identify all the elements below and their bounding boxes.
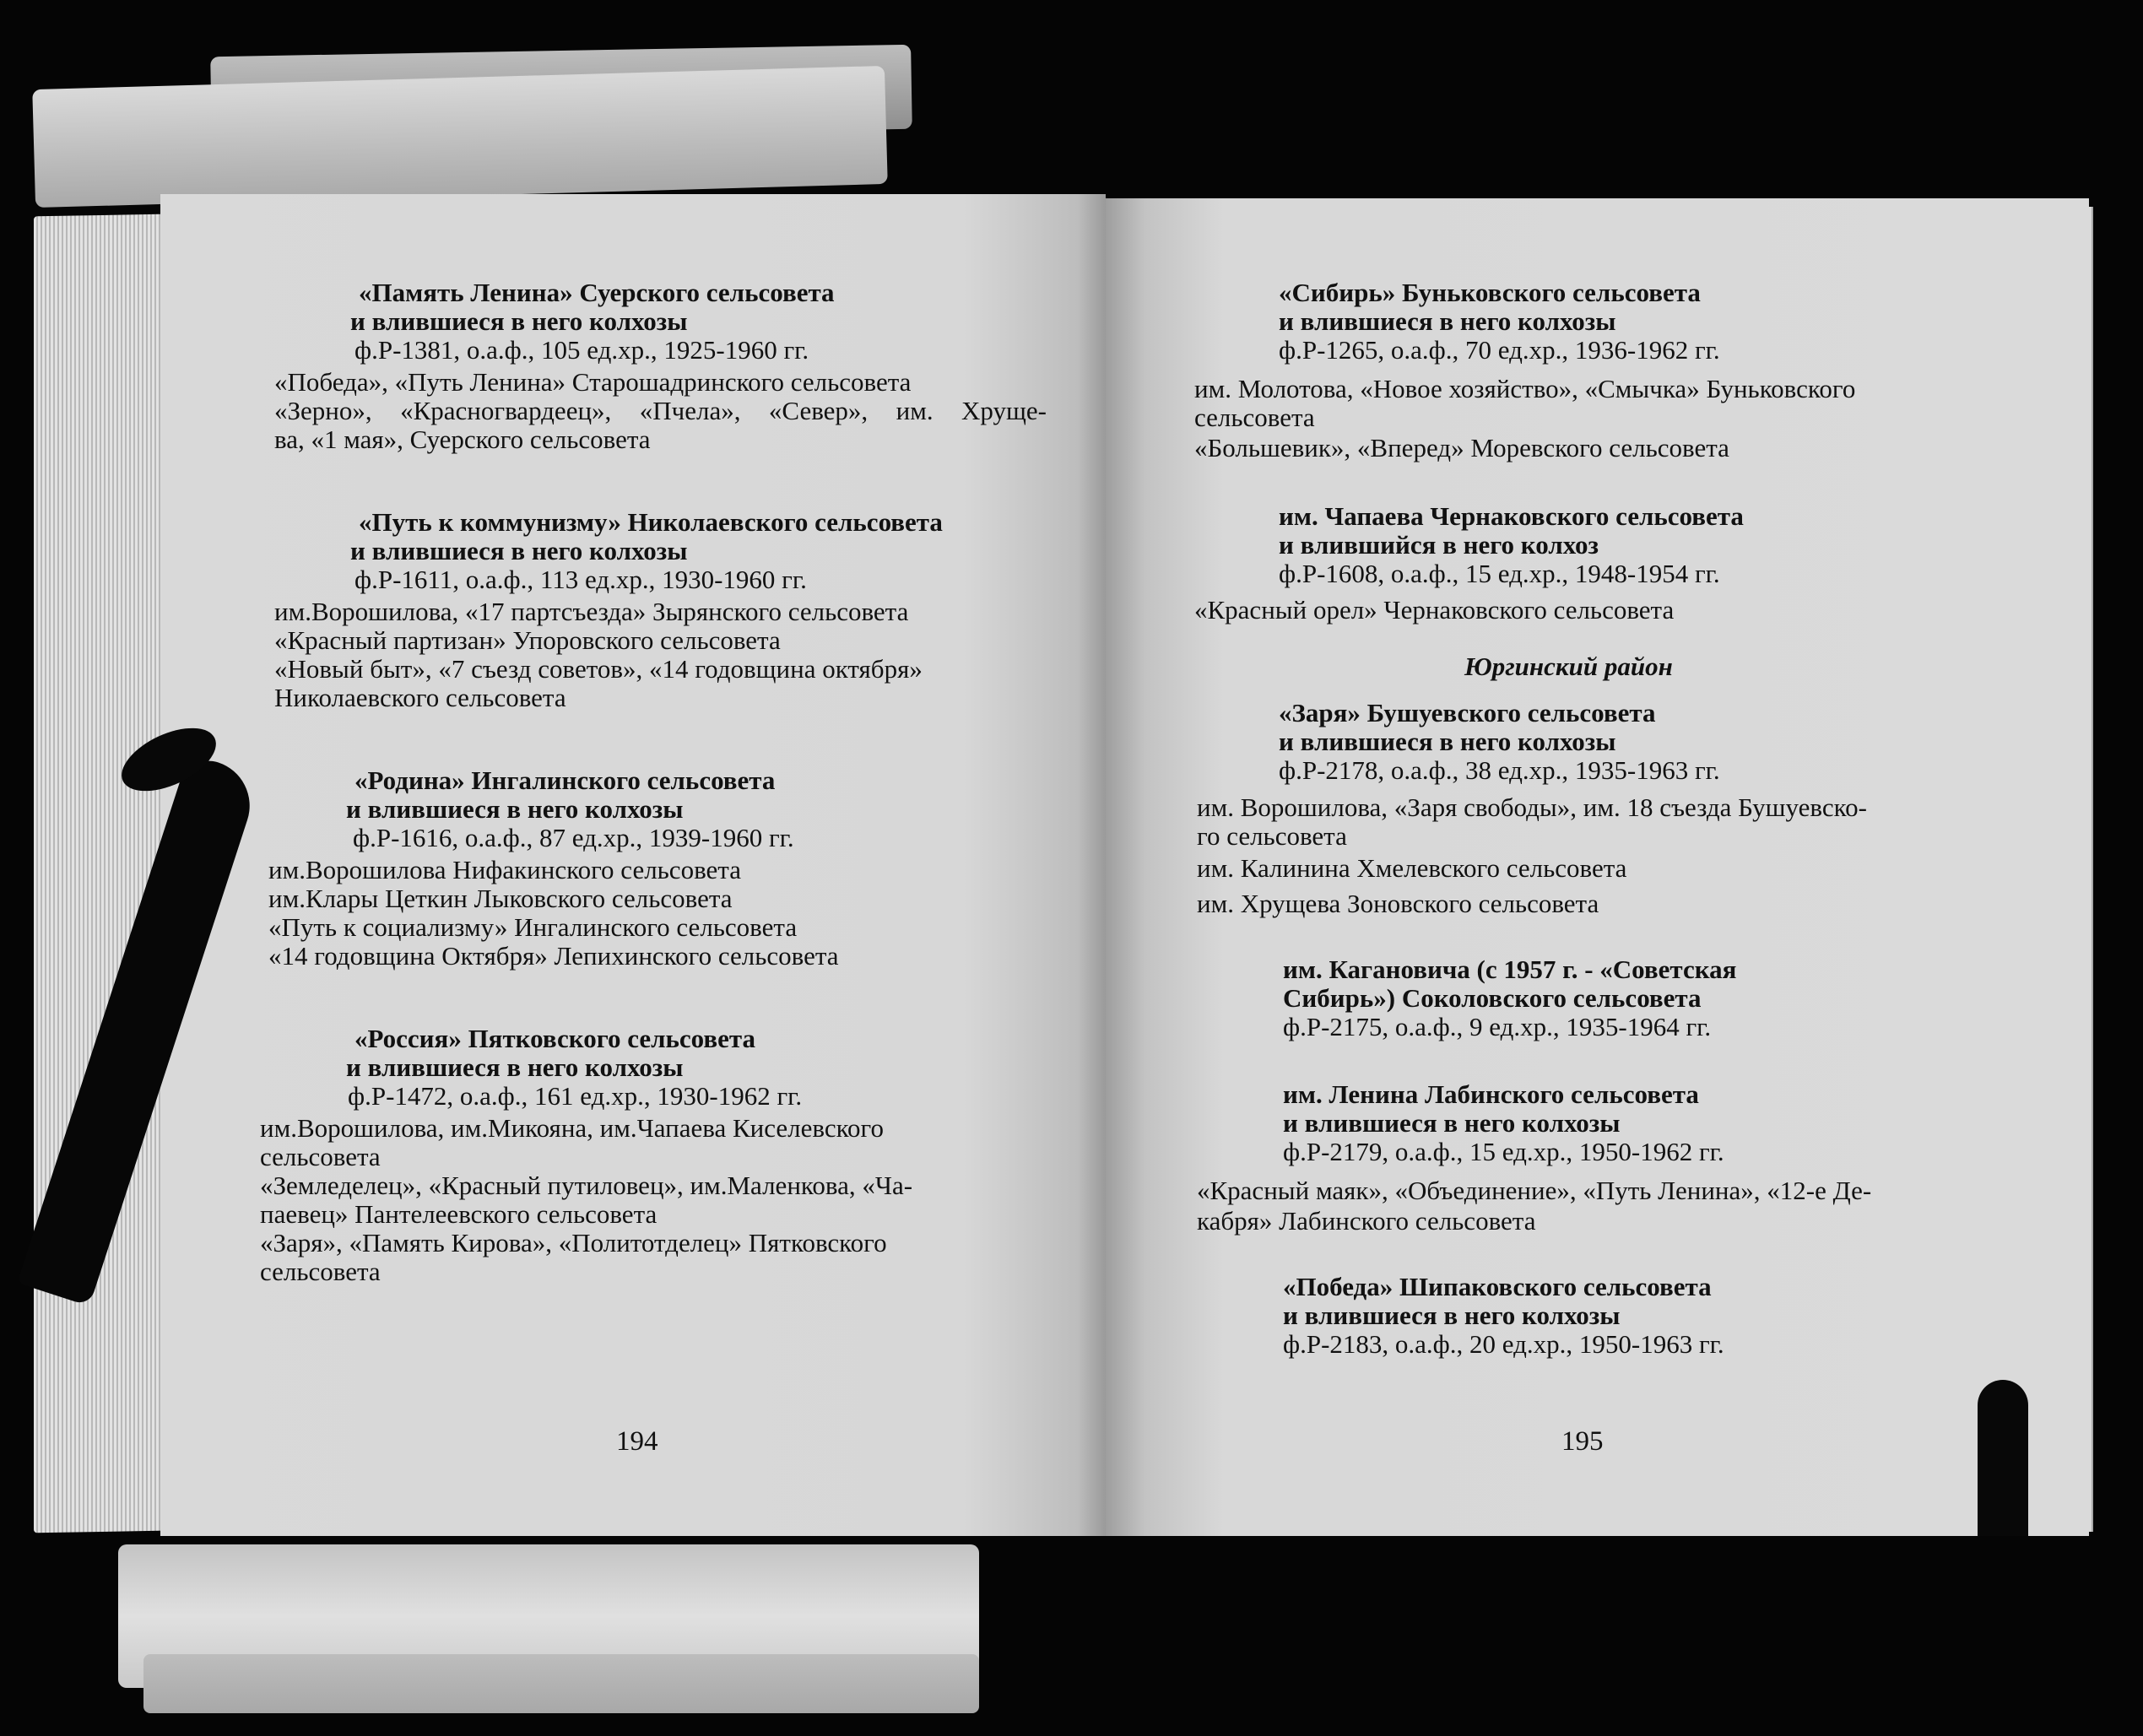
body-line: им.Ворошилова, им.Микояна, им.Чапаева Киселевского [260,1113,885,1143]
entry-heading-line: и влившиеся в него колхозы [346,1052,684,1082]
entry-heading-line: им. Чапаева Чернаковского сельсовета [1279,501,1744,531]
section-title: Юргинский район [1464,652,1673,681]
entry-heading-line: и влившиеся в него колхозы [350,536,688,565]
entry-heading-line: «Сибирь» Буньковского сельсовета [1279,278,1701,307]
body-line: «14 годовщина Октября» Лепихинского сельсовета [268,941,839,971]
entry-heading-line: «Память Ленина» Суерского сельсовета [359,278,835,307]
body-line: им. Ворошилова, «Заря свободы», им. 18 съезда Бушуевско- [1197,792,1867,822]
entry-heading-line: Сибирь») Соколовского сельсовета [1283,983,1702,1013]
body-line: «Большевик», «Вперед» Моревского сельсовета [1194,433,1729,462]
page-number-left: 194 [616,1426,658,1457]
body-line: ва, «1 мая», Суерского сельсовета [274,425,651,454]
entry-heading-line: и влившиеся в него колхозы [1279,306,1616,336]
entry-heading-line: «Россия» Пятковского сельсовета [354,1024,756,1053]
body-line: им.Ворошилова Нифакинского сельсовета [268,855,741,884]
body-line: «Земледелец», «Красный путиловец», им.Маленкова, «Ча- [260,1171,913,1200]
body-line: Николаевского сельсовета [274,683,566,712]
entry-heading-line: и влившиеся в него колхозы [1283,1301,1621,1330]
page-edges-left [34,214,165,1533]
body-line: «Заря», «Память Кирова», «Политотделец» Пятковского [260,1228,887,1257]
body-line: «Красный орел» Чернаковского сельсовета [1194,595,1675,625]
black-bookmark-right [1978,1380,2028,1536]
body-line: им. Калинина Хмелевского сельсовета [1197,853,1627,883]
fund-reference: ф.Р-2175, о.а.ф., 9 ед.хр., 1935-1964 гг. [1283,1012,1712,1041]
body-line: «Красный маяк», «Объединение», «Путь Ленина», «12-е Де- [1197,1176,1872,1205]
body-line: им.Ворошилова, «17 партсъезда» Зырянского сельсовета [274,597,909,626]
fund-reference: ф.Р-2178, о.а.ф., 38 ед.хр., 1935-1963 гг. [1279,755,1720,785]
body-line: кабря» Лабинского сельсовета [1197,1206,1536,1236]
entry-heading-line: и влившиеся в него колхозы [350,306,688,336]
fund-reference: ф.Р-1265, о.а.ф., 70 ед.хр., 1936-1962 гг. [1279,335,1720,365]
entry-heading-line: им. Ленина Лабинского сельсовета [1283,1079,1699,1109]
page-number-right: 195 [1561,1426,1604,1457]
body-line: им. Хрущева Зоновского сельсовета [1197,889,1599,918]
fund-reference: ф.Р-2179, о.а.ф., 15 ед.хр., 1950-1962 гг. [1283,1137,1724,1166]
body-line: им. Молотова, «Новое хозяйство», «Смычка» Буньковского [1194,374,1856,403]
fund-reference: ф.Р-1608, о.а.ф., 15 ед.хр., 1948-1954 гг. [1279,559,1720,588]
fund-reference: ф.Р-1472, о.а.ф., 161 ед.хр., 1930-1962 гг. [348,1081,803,1111]
body-line: «Зерно», «Красногвардеец», «Пчела», «Север», им. Хруще- [274,396,1047,425]
entry-heading-line: «Родина» Ингалинского сельсовета [354,765,776,795]
entry-heading-line: и влившийся в него колхоз [1279,530,1599,560]
body-line: сельсовета [260,1257,381,1286]
fund-reference: ф.Р-1616, о.а.ф., 87 ед.хр., 1939-1960 гг. [353,823,794,852]
fund-reference: ф.Р-1611, о.а.ф., 113 ед.хр., 1930-1960 гг. [354,565,807,594]
entry-heading-line: «Путь к коммунизму» Николаевского сельсовета [359,507,943,537]
body-line: «Путь к социализму» Ингалинского сельсовета [268,912,798,942]
body-line: «Новый быт», «7 съезд советов», «14 годовщина октября» [274,654,923,684]
entry-heading-line: и влившиеся в него колхозы [1283,1108,1621,1138]
body-line: «Победа», «Путь Ленина» Старошадринского сельсовета [274,367,912,397]
body-line: им.Клары Цеткин Лыковского сельсовета [268,884,733,913]
fund-reference: ф.Р-2183, о.а.ф., 20 ед.хр., 1950-1963 гг. [1283,1329,1724,1359]
entry-heading-line: «Победа» Шипаковского сельсовета [1283,1272,1712,1301]
fund-reference: ф.Р-1381, о.а.ф., 105 ед.хр., 1925-1960 гг. [354,335,809,365]
entry-heading-line: им. Кагановича (с 1957 г. - «Советская [1283,955,1737,984]
entry-heading-line: и влившиеся в него колхозы [1279,727,1616,756]
entry-heading-line: «Заря» Бушуевского сельсовета [1279,698,1656,727]
body-line: сельсовета [1194,403,1315,432]
foam-support-top [32,66,888,208]
body-line: сельсовета [260,1142,381,1171]
entry-heading-line: и влившиеся в него колхозы [346,794,684,824]
body-line: «Красный партизан» Упоровского сельсовета [274,625,781,655]
foam-support-bottom-lower [143,1654,979,1713]
body-line: го сельсовета [1197,821,1347,851]
body-line: паевец» Пантелеевского сельсовета [260,1199,658,1229]
